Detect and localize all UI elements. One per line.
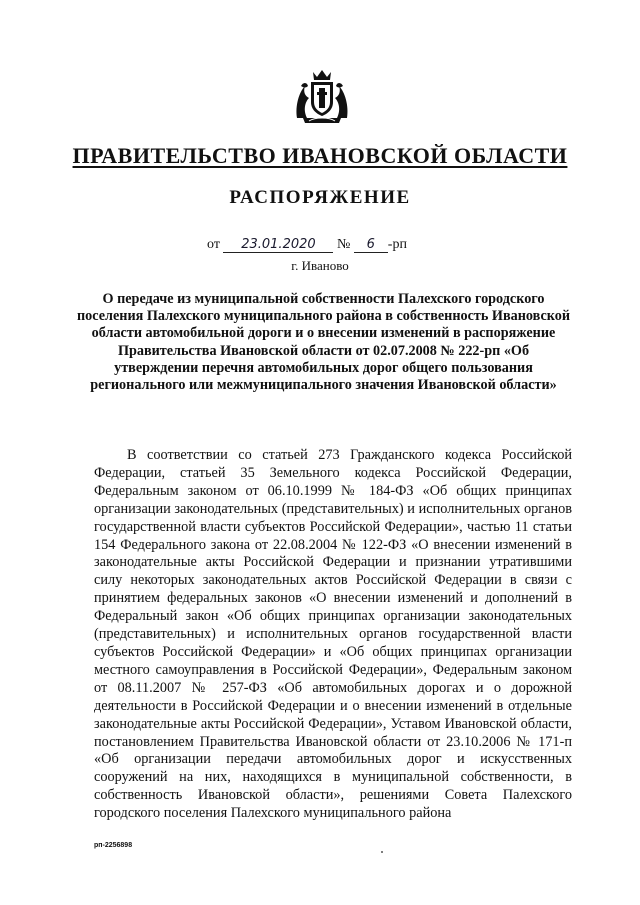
organization-title-text: ПРАВИТЕЛЬСТВО ИВАНОВСКОЙ ОБЛАСТИ <box>72 143 568 168</box>
document-subject: О передаче из муниципальной собственности Палехского городского поселения Палехского муниципального района в собственность Ивановской области автомобильной дороги и о внесении изменений в распоряжение Правительства Ивановской области от 02.07.2008 № 222-рп «Об утверждении перечня автомобильных дорог общего пользования регионального или межмуниципального значения Ивановской области» <box>76 291 571 394</box>
coat-of-arms-icon <box>293 68 351 126</box>
body-paragraph: В соответствии со статьей 273 Гражданского кодекса Российской Федерации, статьей 35 Земельного кодекса Российской Федерации, Федеральным законом от 06.10.1999 № 184-ФЗ «Об общих принципах организации законодательных (представительных) и исполнительных органов государственной власти субъектов Российской Федерации», частью 11 статьи 154 Федерального закона от 22.08.2004 № 122-ФЗ «О внесении изменений в законодательные акты Российской Федерации и признании утратившими силу некоторых законодательных актов Российской Федерации в связи с принятием федеральных законов «О внесении изменений и дополнений в Федеральный закон «Об общих принципах организации законодательных (представительных) и исполнительных органов государственной власти субъектов Российской Федерации» и «Об общих принципах организации местного самоуправления в Российской Федерации», Федеральным законом от 08.11.2007 № 257-ФЗ «Об автомобильных дорогах и о дорожной деятельности в Российской Федерации и о внесении изменений в отдельные законодательные акты Российской Федерации», Уставом Ивановской области, постановлением Правительства Ивановской области от 23.10.2006 № 171-п «Об организации передачи автомобильных дорог и искусственных сооружений на них, находящихся в муниципальной собственности, в собственность Ивановской области», решениями Совета Палехского городского поселения Палехского муниципального района <box>94 447 572 822</box>
date-prefix: от <box>207 237 220 252</box>
page-mark <box>381 851 383 853</box>
number-suffix: -рп <box>387 237 407 252</box>
date-number-line <box>207 237 407 253</box>
handwritten-date: 23.01.2020 <box>223 238 333 253</box>
document-type: РАСПОРЯЖЕНИЕ <box>229 187 411 208</box>
organization-title <box>0 143 640 169</box>
handwritten-number: 6 <box>354 238 388 253</box>
city-line: г. Иваново <box>291 258 349 273</box>
number-label: № <box>336 237 351 252</box>
document-code: рп-2256898 <box>94 842 133 849</box>
